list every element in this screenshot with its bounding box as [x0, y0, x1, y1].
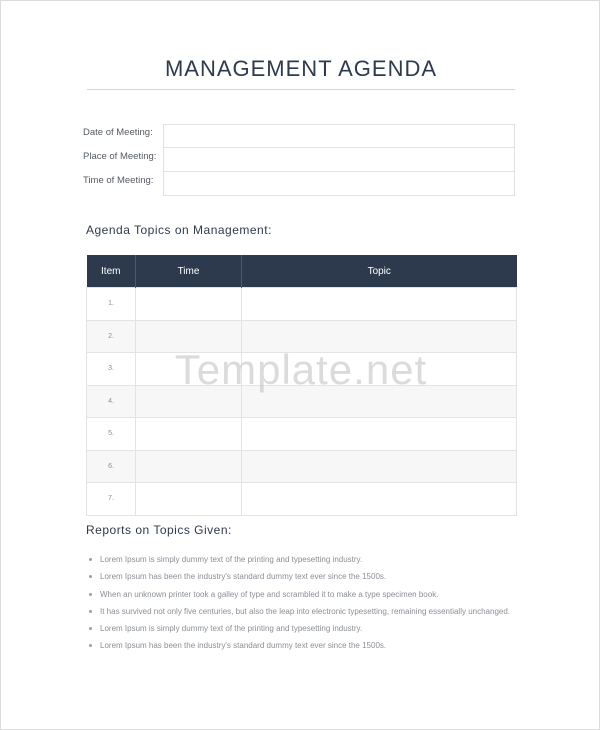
list-item: Lorem Ipsum is simply dummy text of the printing and typesetting industry. [87, 620, 517, 637]
list-item: It has survived not only five centuries, but also the leap into electronic typesetting, remaining essentially unchanged. [87, 603, 517, 620]
reports-heading: Reports on Topics Given: [86, 523, 232, 537]
time-cell[interactable] [136, 353, 242, 386]
agenda-heading: Agenda Topics on Management: [86, 223, 272, 237]
date-label: Date of Meeting: [83, 127, 153, 138]
time-cell[interactable] [136, 385, 242, 418]
list-item: When an unknown printer took a galley of type and scrambled it to make a type specimen book. [87, 586, 517, 603]
item-cell: 4. [87, 385, 136, 418]
table-row [87, 385, 517, 418]
watermark: Template.net [174, 346, 428, 393]
table-row [87, 450, 517, 483]
item-cell: 6. [87, 450, 136, 483]
place-label: Place of Meeting: [83, 151, 157, 162]
time-cell[interactable] [136, 418, 242, 451]
time-label: Time of Meeting: [83, 175, 154, 186]
item-cell: 5. [87, 418, 136, 451]
meeting-details [83, 124, 515, 196]
time-field[interactable] [163, 172, 515, 196]
time-column-header: Time [136, 255, 242, 288]
title-divider [87, 89, 515, 90]
list-item: Lorem Ipsum has been the industry's standard dummy text ever since the 1500s. [87, 637, 517, 654]
page-title: MANAGEMENT AGENDA [164, 56, 438, 81]
item-cell: 7. [87, 483, 136, 516]
item-cell: 2. [87, 320, 136, 353]
time-cell[interactable] [136, 288, 242, 321]
table-row [87, 483, 517, 516]
time-row [83, 172, 515, 196]
reports-list [87, 551, 517, 655]
topic-cell[interactable] [242, 320, 517, 353]
place-field[interactable] [163, 148, 515, 172]
agenda-table [86, 255, 517, 516]
topic-cell[interactable] [242, 385, 517, 418]
item-cell: 3. [87, 353, 136, 386]
topic-cell[interactable] [242, 353, 517, 386]
table-row [87, 320, 517, 353]
table-row [87, 353, 517, 386]
topic-cell[interactable] [242, 288, 517, 321]
item-column-header: Item [87, 255, 136, 288]
table-row [87, 288, 517, 321]
date-row [83, 124, 515, 148]
time-cell[interactable] [136, 450, 242, 483]
place-row [83, 148, 515, 172]
list-item: Lorem Ipsum is simply dummy text of the printing and typesetting industry. [87, 551, 517, 568]
topic-column-header: Topic [242, 255, 517, 288]
topic-cell[interactable] [242, 418, 517, 451]
date-field[interactable] [163, 124, 515, 148]
time-cell[interactable] [136, 320, 242, 353]
time-cell[interactable] [136, 483, 242, 516]
topic-cell[interactable] [242, 483, 517, 516]
table-row [87, 418, 517, 451]
topic-cell[interactable] [242, 450, 517, 483]
item-cell: 1. [87, 288, 136, 321]
table-header-row [87, 255, 517, 288]
list-item: Lorem Ipsum has been the industry's standard dummy text ever since the 1500s. [87, 568, 517, 585]
